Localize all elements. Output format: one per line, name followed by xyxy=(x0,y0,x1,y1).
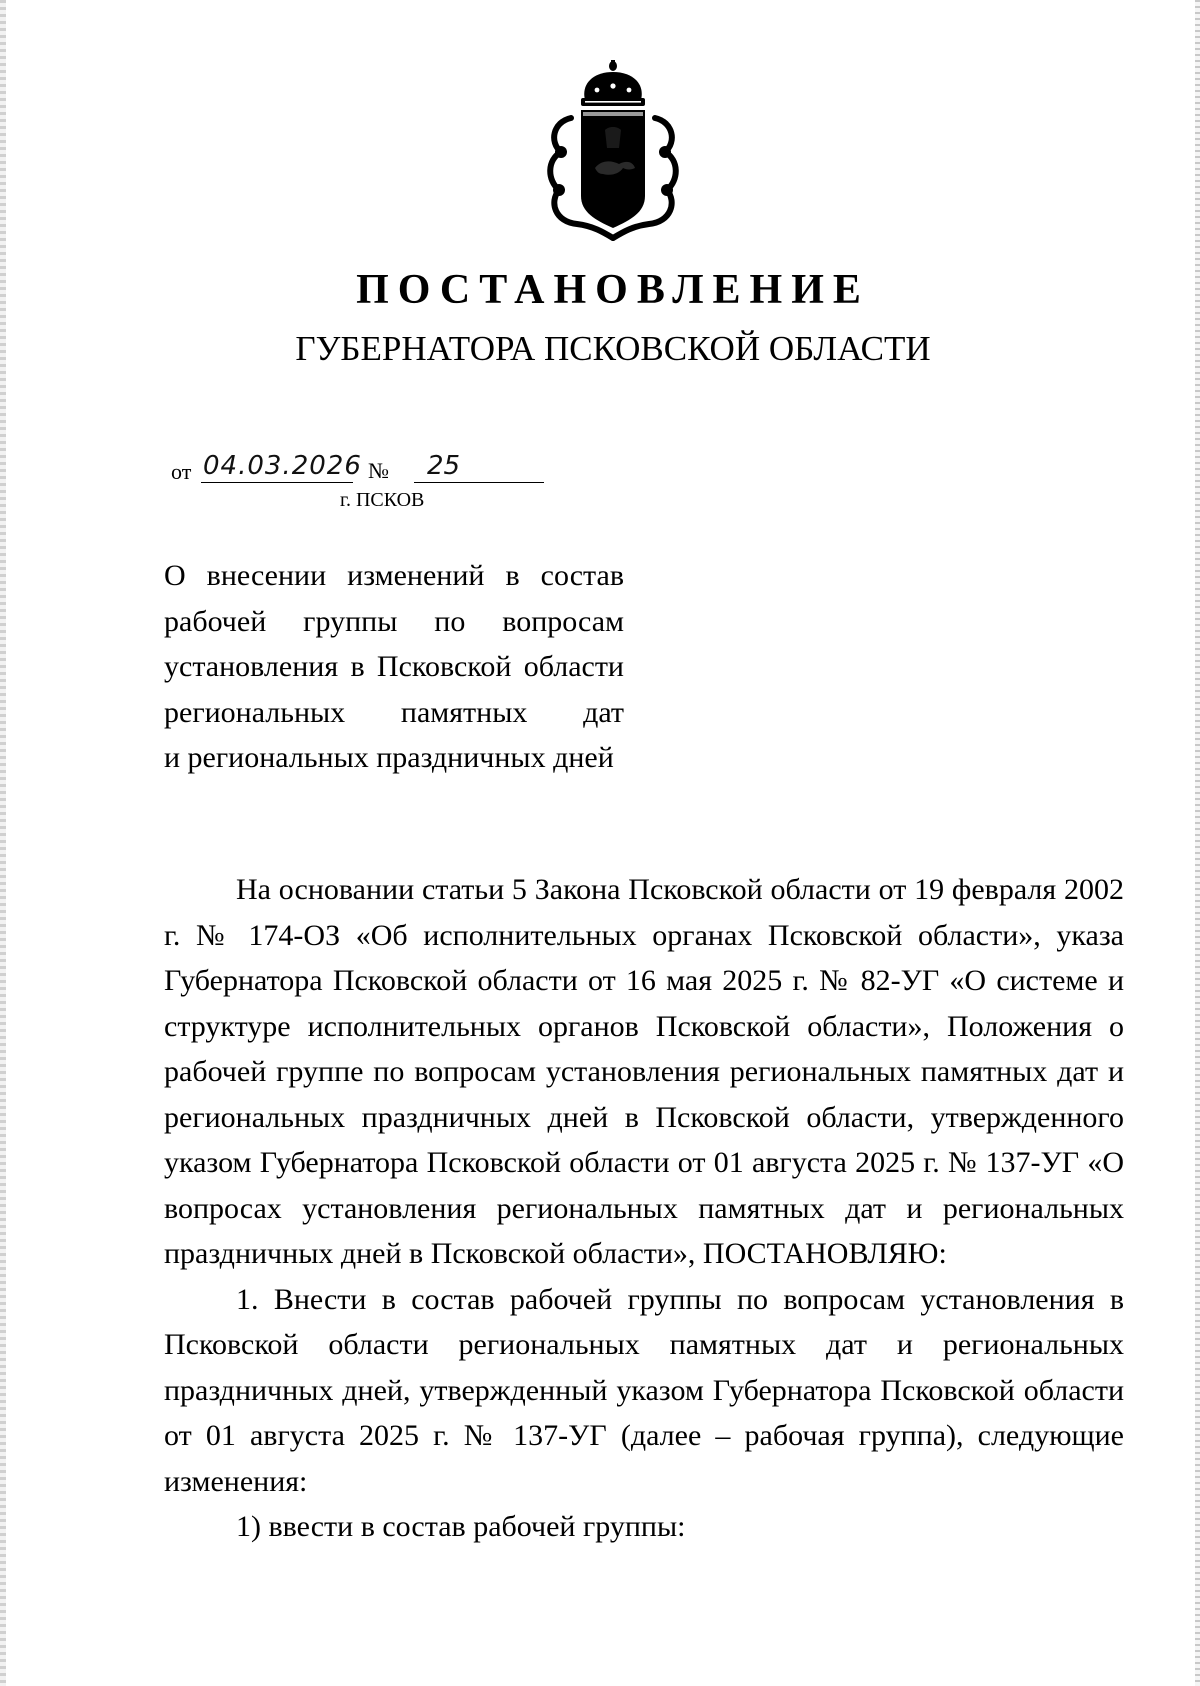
subject-line: и региональных праздничных дней xyxy=(164,741,614,774)
subject-line: региональных памятных дат xyxy=(164,695,624,729)
scan-edge-right xyxy=(1195,0,1200,1686)
handwritten-number: 25 xyxy=(427,451,461,481)
body-paragraph: 1) ввести в состав рабочей группы: xyxy=(236,1510,686,1543)
body-paragraph: 1. Внести в состав рабочей группы по вопросам установления в Псковской области региональных памятных дат и региональных праздничных дней, утвержденный указом Губернатора Псковской области от 01 августа 2025 г. № 137-УГ (далее – рабочая группа), следующие изменения: xyxy=(164,1282,1124,1498)
handwritten-date: 04.03.2026 xyxy=(203,451,362,481)
subject-line: рабочей группы по вопросам xyxy=(164,604,624,638)
document-subtitle: ГУБЕРНАТОРА ПСКОВСКОЙ ОБЛАСТИ xyxy=(295,329,931,368)
registration-line xyxy=(171,451,571,487)
subject-line: О внесении изменений в состав xyxy=(164,559,624,592)
body-paragraph: На основании статьи 5 Закона Псковской области от 19 февраля 2002 г. № 174-ОЗ «Об исполнительных органах Псковской области», указа Губернатора Псковской области от 16 мая 2025 г. № 82-УГ «О системе и структуре исполнительных органов Псковской области», Положения о рабочей группе по вопросам установления региональных памятных дат и региональных праздничных дней в Псковской области, утвержденного указом Губернатора Псковской области от 01 августа 2025 г. № 137-УГ «О вопросах установления региональных памятных дат и региональных праздничных дней в Псковской области», ПОСТАНОВЛЯЮ: xyxy=(164,873,1124,1270)
date-underline xyxy=(201,482,353,483)
number-underline xyxy=(414,482,544,483)
document-subject xyxy=(164,553,624,781)
document-title: ПОСТАНОВЛЕНИЕ xyxy=(356,267,870,313)
city-label: г. ПСКОВ xyxy=(340,489,425,511)
number-sign: № xyxy=(368,458,389,483)
date-prefix: от xyxy=(171,459,192,484)
document-body xyxy=(164,867,1124,1550)
coat-of-arms-emblem xyxy=(541,56,685,242)
subject-line: установления в Псковской области xyxy=(164,650,624,683)
scan-edge-left xyxy=(0,0,6,1686)
